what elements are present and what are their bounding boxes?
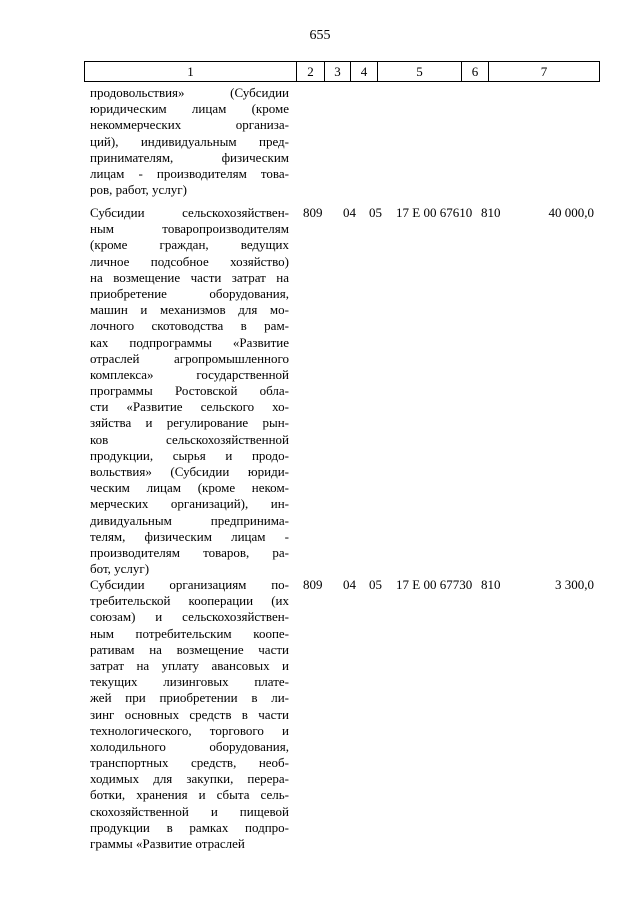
description-line: текущих лизинговых плате-: [90, 674, 289, 690]
description-line: продовольствия» (Субсидии: [90, 85, 289, 100]
description-line: ций), индивидуальным пред-: [90, 133, 289, 149]
header-col-7: 7: [540, 64, 548, 79]
description-line: личное подсобное хозяйство): [90, 253, 289, 269]
row-1-csr: 17 Е 00 67610: [396, 205, 473, 220]
header-col-2: 2: [297, 62, 325, 81]
row-2-csr: 17 Е 00 67730: [396, 577, 473, 592]
description-line: ческим лицам (кроме неком-: [90, 480, 289, 496]
description-line: машин и механизмов для мо-: [90, 302, 289, 318]
description-line: комплекса» государственной: [90, 366, 289, 382]
description-line: программы Ростовской обла-: [90, 383, 289, 399]
description-line: жей при приобретении в ли-: [90, 690, 289, 706]
header-col-6: 6: [462, 62, 489, 81]
description-line: телям, физическим лицам -: [90, 528, 289, 544]
description-line: дивидуальным предпринима-: [90, 512, 289, 528]
description-line: отраслей агропромышленного: [90, 350, 289, 366]
description-line: юридическим лицам (кроме: [90, 101, 289, 117]
description-line: бот, услуг): [90, 561, 150, 577]
row-2-vr: 810: [481, 577, 501, 592]
description-line: продукции в рамках подпро-: [90, 819, 289, 835]
row-2-pr: 05: [369, 577, 382, 592]
header-col-1: 1: [85, 62, 297, 81]
description-line: ративам на возмещение части: [90, 641, 289, 657]
description-line: мерческих организаций), ин-: [90, 496, 289, 512]
row-2-rz: 04: [343, 577, 356, 592]
description-line: продукции, сырья и продо-: [90, 447, 289, 463]
description-line: транспортных средств, необ-: [90, 755, 289, 771]
row-1-pr: 05: [369, 205, 382, 220]
description-line: ходимых для закупки, перера-: [90, 771, 289, 787]
row-1-vr: 810: [481, 205, 501, 220]
row-2-sum: 3 300,0: [555, 577, 594, 592]
description-line: Субсидии сельскохозяйствен-: [90, 205, 289, 220]
header-col-3: 3: [325, 62, 351, 81]
description-line: лицам - производителям това-: [90, 165, 289, 181]
description-line: зяйства и регулирование рын-: [90, 415, 289, 431]
header-col-5: 5: [378, 62, 462, 81]
description-line: производителям товаров, ра-: [90, 544, 289, 560]
description-line: скохозяйственной и пищевой: [90, 803, 289, 819]
description-line: затрат на уплату авансовых и: [90, 657, 289, 673]
description-line: некоммерческих организа-: [90, 117, 289, 133]
table-header: [84, 61, 600, 82]
description-line: лочного скотоводства в рам-: [90, 318, 289, 334]
description-line: ках подпрограммы «Развитие: [90, 334, 289, 350]
description-line: сти «Развитие сельского хо-: [90, 399, 289, 415]
description-line: технологического, торгового и: [90, 722, 289, 738]
row-1-description: [90, 205, 289, 577]
row-0-description: [90, 85, 289, 198]
row-1-rz: 04: [343, 205, 356, 220]
description-line: приобретение оборудования,: [90, 285, 289, 301]
description-line: ботки, хранения и сбыта сель-: [90, 787, 289, 803]
description-line: союзам) и сельскохозяйствен-: [90, 609, 289, 625]
description-line: ным потребительским коопе-: [90, 625, 289, 641]
description-line: ков сельскохозяйственной: [90, 431, 289, 447]
description-line: ным товаропроизводителям: [90, 221, 289, 237]
row-1-sum: 40 000,0: [548, 205, 594, 220]
description-line: ров, работ, услуг): [90, 182, 187, 198]
description-line: граммы «Развитие отраслей: [90, 836, 245, 851]
description-line: зинг основных средств в части: [90, 706, 289, 722]
header-col-4: 4: [351, 62, 378, 81]
description-line: принимателям, физическим: [90, 149, 289, 165]
row-2-description: [90, 577, 289, 852]
description-line: на возмещение части затрат на: [90, 269, 289, 285]
description-line: требительской кооперации (их: [90, 593, 289, 609]
description-line: (кроме граждан, ведущих: [90, 237, 289, 253]
row-1-gr: 809: [303, 205, 323, 220]
description-line: вольствия» (Субсидии юриди-: [90, 464, 289, 479]
description-line: Субсидии организациям по-: [90, 577, 289, 592]
row-2-gr: 809: [303, 577, 323, 592]
page-number: 655: [309, 28, 331, 43]
description-line: холодильного оборудования,: [90, 738, 289, 754]
